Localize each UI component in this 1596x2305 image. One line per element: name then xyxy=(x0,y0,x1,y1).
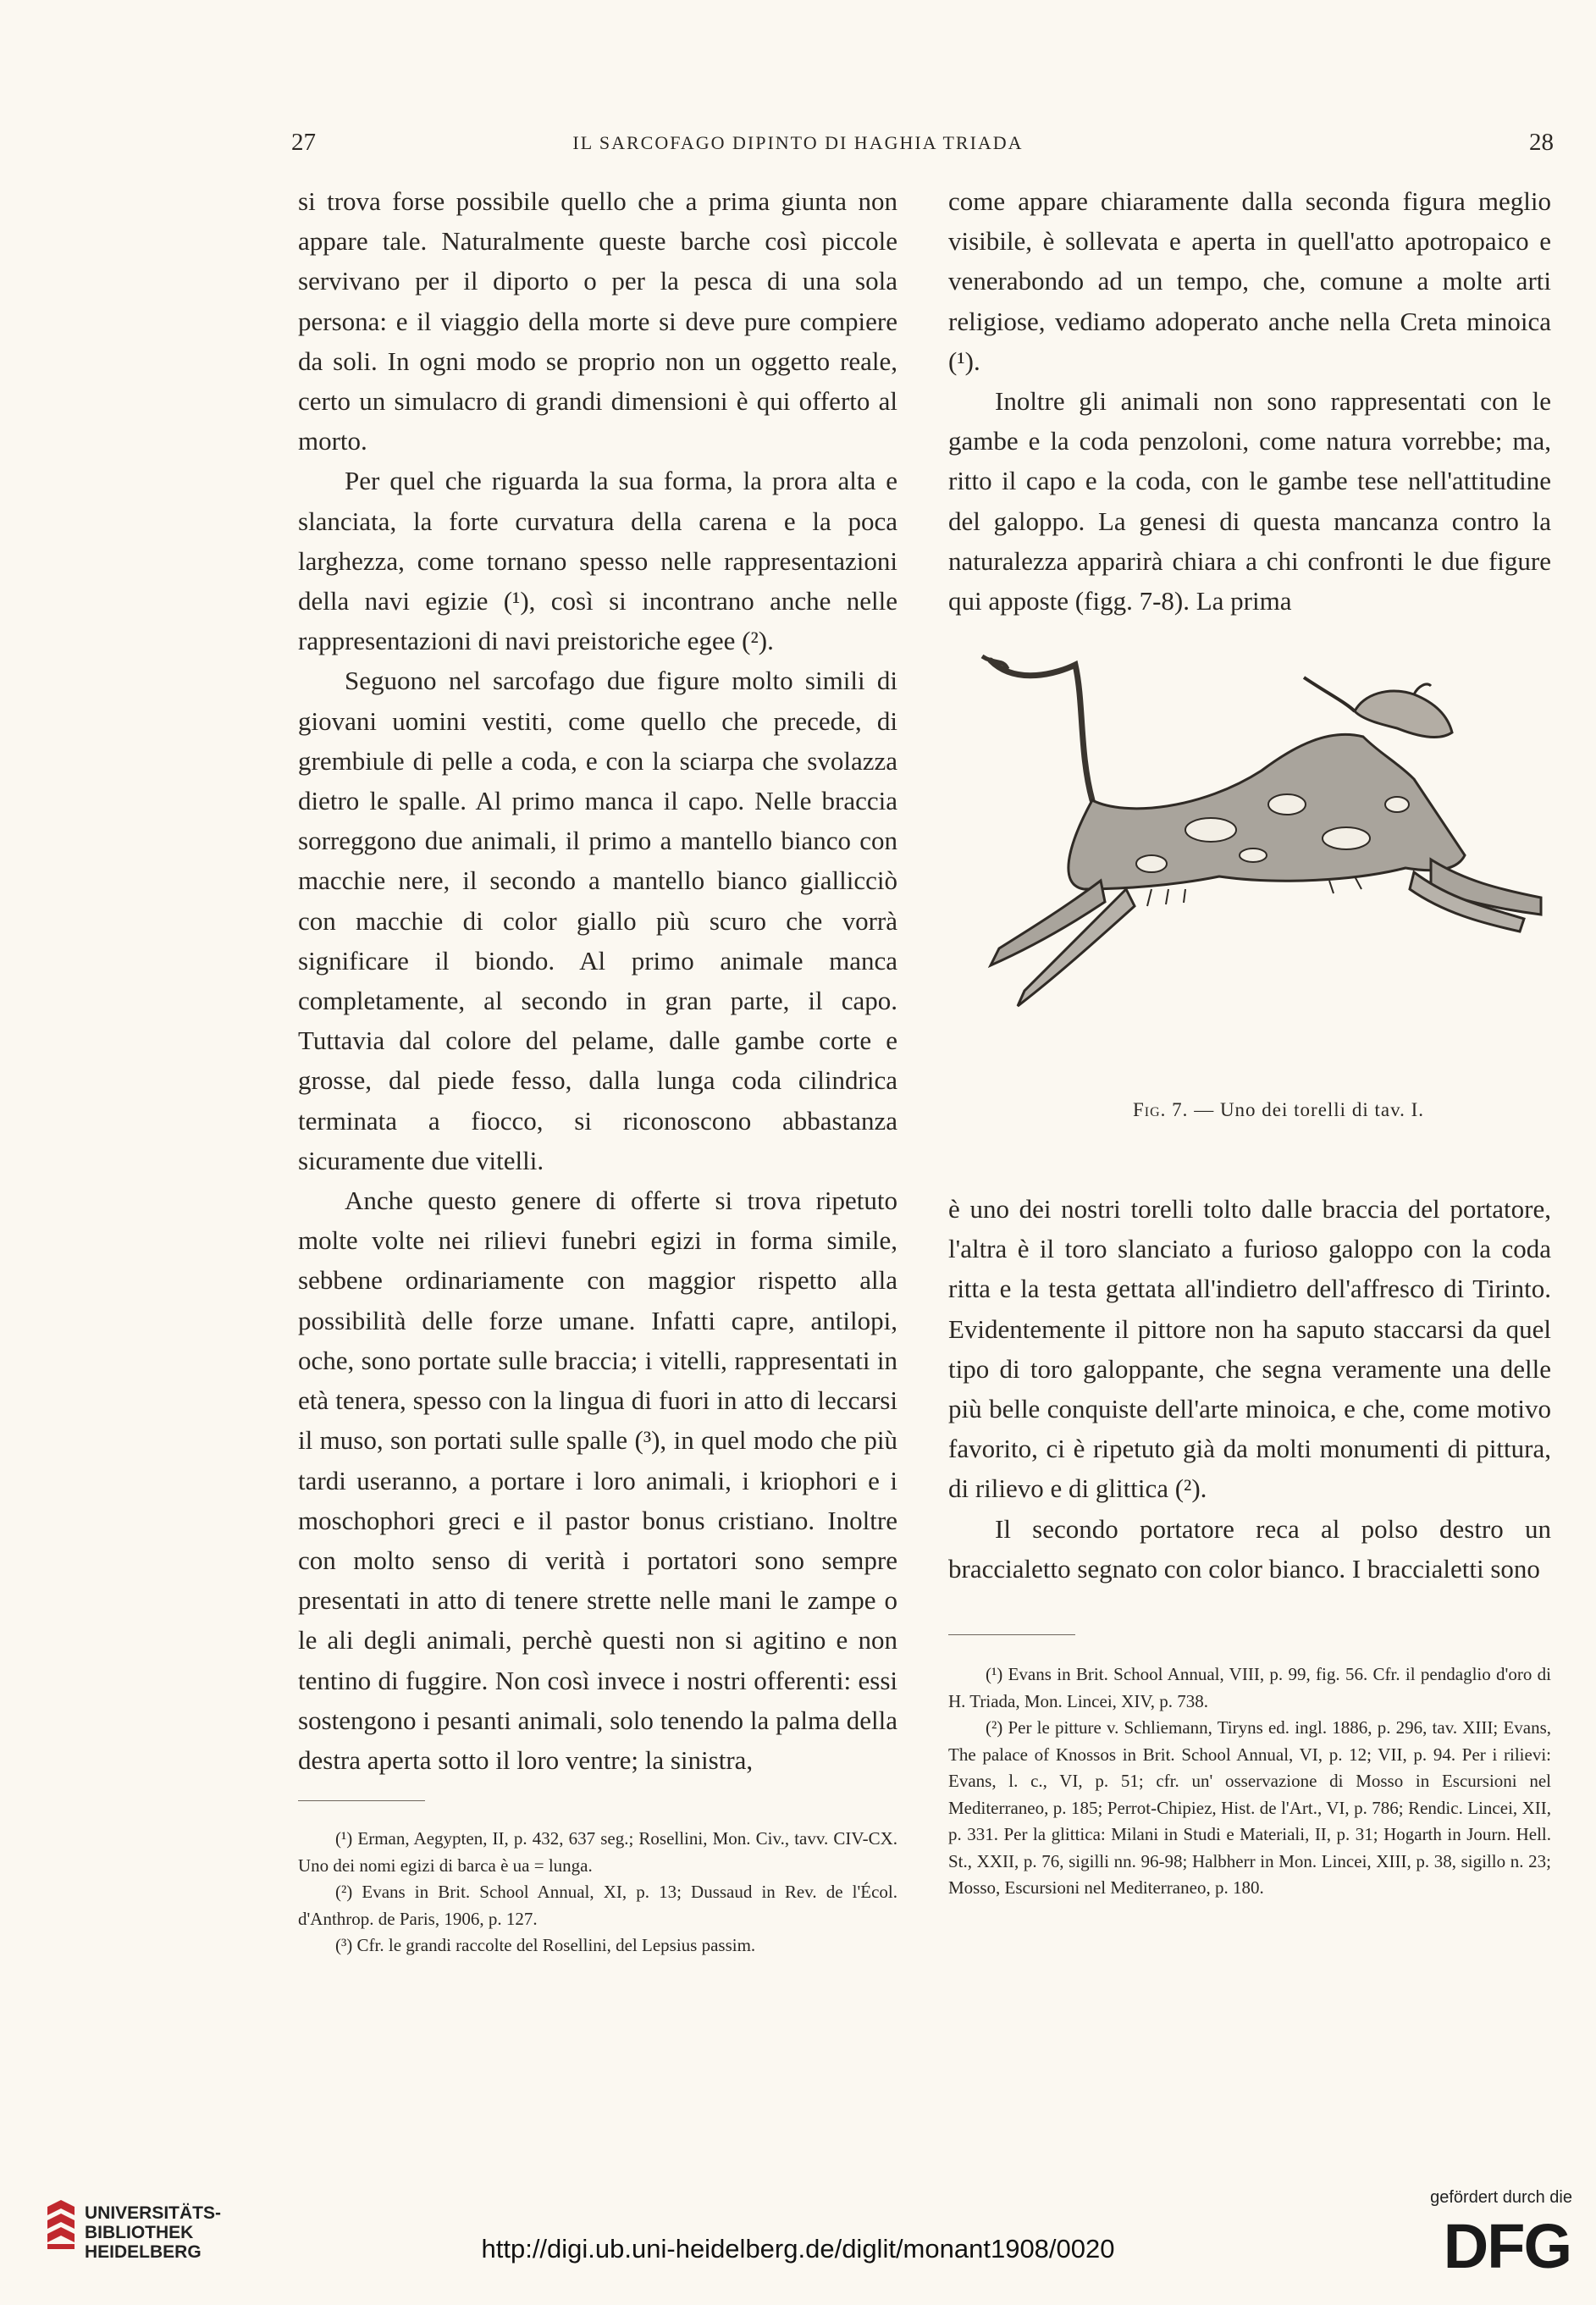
footnote: (³) Cfr. le grandi raccolte del Rosellini, del Lepsius passim. xyxy=(335,1935,756,1955)
library-line: UNIVERSITÄTS- xyxy=(85,2203,222,2223)
page-number-left: 27 xyxy=(291,129,316,156)
library-line: HEIDELBERG xyxy=(85,2242,202,2262)
library-line: BIBLIOTHEK xyxy=(85,2223,194,2242)
footnote: (¹) Erman, Aegypten, II, p. 432, 637 seg.; Rosellini, Mon. Civ., tavv. CIV-CX. Uno dei nomi egizi di barca è ua = lunga. xyxy=(298,1828,897,1876)
footnote-divider-left xyxy=(298,1800,425,1801)
bull-drawing xyxy=(957,635,1549,1092)
footnotes-right xyxy=(948,1661,1551,1902)
paragraph: Per quel che riguarda la sua forma, la prora alta e slanciata, la forte curvatura della carena e la poca larghezza, come tornano spesso nelle rappresentazioni della navi egizie (¹), così si incontrano anche nelle rappresentazioni di navi preistoriche egee (²). xyxy=(298,466,897,656)
paragraph: Anche questo genere di offerte si trova ripetuto molte volte nei rilievi funebri egizi in forma simile, sebbene ordinariamente con maggior rispetto alla possibilità delle forze umane. Infatti capre, antilopi, oche, sono portate sulle braccia; i vitelli, rappresentati in età tenera, spesso con la lingua di fuori in atto di leccarsi il muso, son portati sulle spalle (³), in quel modo che più tardi useranno, a portare i loro animali, i kriophori e i moschophori greci e il pastor bonus cristiano. Inoltre con molto senso di verità i portatori sono sempre presentati in atto di tenere strette nelle mani le zampe o le ali degli animali, perchè questi non si agitino e non tentino di fuggire. Non così invece i nostri offerenti: essi sostengono i pesanti animali, solo tenendo la palma della destra aperta sotto il loro ventre; la sinistra, xyxy=(298,1186,897,1775)
footnote: (²) Evans in Brit. School Annual, XI, p. 13; Dussaud in Rev. de l'Écol. d'Anthrop. de Paris, 1906, p. 127. xyxy=(298,1882,897,1929)
footnote-divider-right xyxy=(948,1634,1075,1635)
running-header xyxy=(0,129,1596,163)
paragraph: Il secondo portatore reca al polso destro un braccialetto segnato con color bianco. I braccialetti sono xyxy=(948,1513,1551,1584)
sponsor-note: gefördert durch die xyxy=(1430,2188,1572,2207)
left-column xyxy=(298,181,897,1780)
right-column-top xyxy=(948,181,1551,621)
paragraph: è uno dei nostri torelli tolto dalle braccia del portatore, l'altra è il toro slanciato a furioso galoppo con la coda ritta e la testa gettata all'indietro dell'affresco di Tirinto. Evidentemente il pittore non ha saputo staccarsi da quel tipo di toro galoppante, che segna veramente una delle più belle conquiste dell'arte minoica, e che, come motivo favorito, ci è ripetuto già da molti monumenti di pittura, di rilievo e di glittica (²). xyxy=(948,1194,1551,1504)
figure-caption-text: — Uno dei torelli di tav. I. xyxy=(1194,1099,1424,1120)
permalink-url[interactable]: http://digi.ub.uni-heidelberg.de/diglit/monant1908/0020 xyxy=(481,2234,1115,2264)
footnote: (²) Per le pitture v. Schliemann, Tiryns ed. ingl. 1886, p. 296, tav. XIII; Evans, The palace of Knossos in Brit. School Annual, VI, p. 12; VII, p. 94. Per i rilievi: Evans, l. c., VI, p. 51; cfr. un' osservazione di Mosso in Escursioni nel Mediterraneo, p. 185; Perrot-Chipiez, Hist. de l'Art., VI, p. 786; Rendic. Lincei, XII, p. 331. Per la glittica: Milani in Studi e Materiali, II, p. 31; Hogarth in Journ. Hell. St., XXII, p. 76, sigilli nn. 96-98; Halbherr in Mon. Lincei, XIII, p. 38, sigillo n. 23; Mosso, Escursioni nel Mediterraneo, p. 180. xyxy=(948,1717,1551,1898)
paragraph: Seguono nel sarcofago due figure molto simili di giovani uomini vestiti, come quello che precede, di grembiule di pelle a coda, e con la sciarpa che svolazza dietro le spalle. Al primo manca il capo. Nelle braccia sorreggono due animali, il primo a mantello bianco con macchie nere, il secondo a mantello bianco giallicciò con macchie di color giallo più scuro che vorrà significare il biondo. Al primo animale manca completamente, al secondo in gran parte, il capo. Tuttavia dal colore del pelame, dalle gambe corte e grosse, dal piede fesso, dalla lunga coda cilindrica terminata a fiocco, si riconoscono abbastanza sicuramente due vitelli. xyxy=(298,666,897,1175)
paragraph: come appare chiaramente dalla seconda figura meglio visibile, è sollevata e aperta in quell'atto apotropaico e venerabondo ad un tempo, che, comune a molte arti religiose, vediamo adoperato anche nella Creta minoica (¹). xyxy=(948,186,1551,376)
paragraph: si trova forse possibile quello che a prima giunta non appare tale. Naturalmente queste barche così piccole servivano per il diporto o per la pesca di una sola persona: e il viaggio della morte si deve pure compiere da soli. In ogni modo se proprio non un oggetto reale, certo un simulacro di grandi dimensioni è qui offerto al morto. xyxy=(298,186,897,456)
running-title: IL SARCOFAGO DIPINTO DI HAGHIA TRIADA xyxy=(572,132,1024,153)
figure-bull-illustration xyxy=(957,635,1549,1092)
page-number-right: 28 xyxy=(1529,129,1554,156)
figure-label: Fig. 7. xyxy=(1133,1099,1189,1120)
figure-caption xyxy=(1075,1099,1482,1121)
footnotes-left xyxy=(298,1826,897,1960)
footnote: (¹) Evans in Brit. School Annual, VIII, p. 99, fig. 56. Cfr. il pendaglio d'oro di H. Triada, Mon. Lincei, XIV, p. 738. xyxy=(948,1664,1551,1711)
right-column-bottom xyxy=(948,1189,1551,1589)
paragraph: Inoltre gli animali non sono rappresentati con le gambe e la coda penzoloni, come natura vorrebbe; ma, ritto il capo e la coda, con le gambe tese nell'attitudine del galoppo. La genesi di questa mancanza contro la naturalezza apparirà chiara a chi confronti le due figure qui apposte (figg. 7-8). La prima xyxy=(948,386,1551,616)
dfg-logo: DFG xyxy=(1443,2211,1571,2281)
